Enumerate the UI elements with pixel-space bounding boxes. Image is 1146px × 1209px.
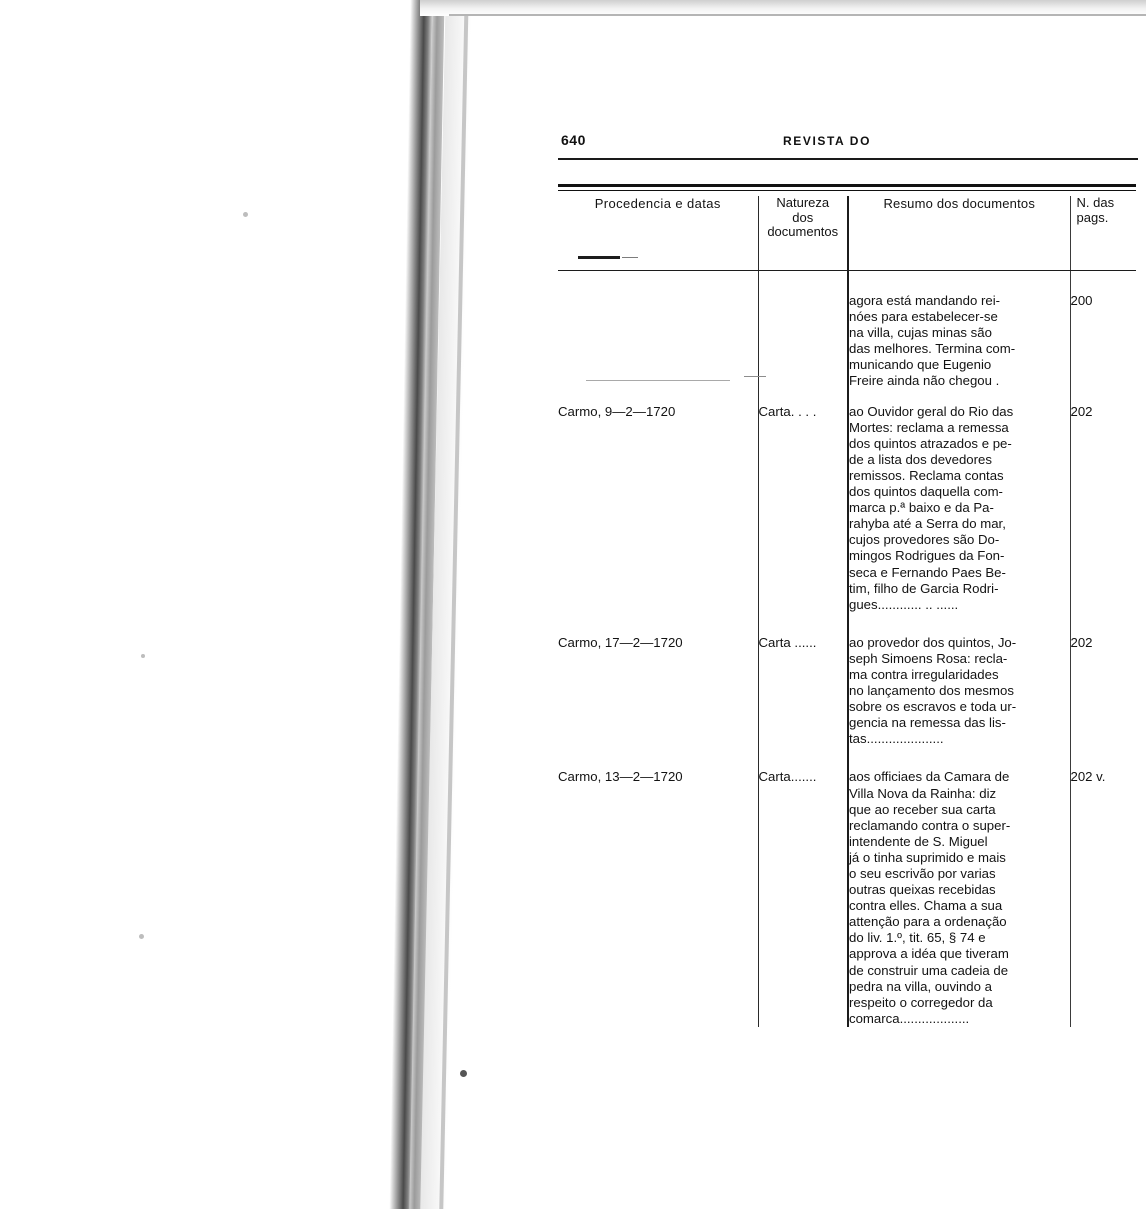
resumo-line: mingos Rodrigues da Fon- (849, 548, 1005, 564)
resumo-line: cujos provedores são Do- (849, 532, 1000, 548)
resumo-line: approva a idéa que tiveram (849, 946, 1009, 962)
cell-procedencia: Carmo, 17—2—1720 (558, 634, 683, 650)
cell-pags (1070, 293, 1136, 390)
table-top-rule-thick (558, 184, 1136, 187)
table-row (558, 404, 1136, 613)
page-folio-number: 640 (561, 132, 586, 148)
spacer-cell (558, 390, 758, 404)
resumo-line: seph Simoens Rosa: recla- (849, 650, 1008, 666)
running-head-rule (558, 158, 1138, 160)
header-pags (1070, 196, 1136, 270)
cell-procedencia: Carmo, 13—2—1720 (558, 769, 683, 785)
scan-speck (141, 654, 145, 658)
table-row (558, 769, 1136, 1027)
table-row (558, 635, 1136, 748)
header-natureza (758, 196, 848, 270)
table-top-rule-thin (558, 190, 1136, 191)
resumo-line: marca p.ª baixo e da Pa- (849, 500, 994, 516)
spacer-cell (758, 747, 848, 769)
table-spacer (558, 747, 1136, 769)
running-head-title: REVISTA DO (783, 134, 872, 148)
pags-value: 202 (1070, 403, 1093, 419)
resumo-line: gencia na remessa das lis- (849, 715, 1006, 731)
resumo-line: aos officiaes da Camara de (849, 769, 1010, 785)
resumo-line: tas..................... (849, 731, 944, 747)
resumo-line: agora está mandando rei- (849, 293, 1001, 308)
resumo-line: ao Ouvidor geral do Rio das (849, 403, 1014, 419)
table-faint-rule-secondary (744, 376, 766, 377)
spacer-cell (758, 613, 848, 635)
spacer-cell (558, 747, 758, 769)
cell-natureza: Carta. . . . (758, 404, 848, 613)
resumo-line: tim, filho de Garcia Rodri- (849, 580, 999, 596)
resumo-line: ao provedor dos quintos, Jo- (849, 634, 1017, 650)
scan-speck (460, 1070, 467, 1077)
resumo-line: Freire ainda não chegou . (849, 373, 1000, 389)
spacer-cell (848, 613, 1070, 635)
cell-pags (1070, 635, 1136, 748)
scan-speck (139, 934, 144, 939)
table-spacer (558, 271, 1136, 294)
resumo-line: o seu escrivão por varias (849, 866, 996, 881)
table-row (558, 293, 1136, 390)
resumo-line: de construir uma cadeia de (849, 962, 1009, 978)
table-spacer (558, 613, 1136, 635)
scan-speck (243, 212, 248, 217)
resumo-line: das melhores. Termina com- (849, 341, 1016, 357)
spacer-cell (558, 271, 758, 294)
resumo-line: intendente de S. Miguel (849, 833, 988, 849)
cell-natureza: Carta ...... (758, 635, 848, 748)
resumo-line: nóes para estabelecer-se (849, 309, 998, 325)
table-spacer (558, 390, 1136, 404)
cell-pags (1070, 769, 1136, 1027)
resumo-line: do liv. 1.º, tit. 65, § 74 e (849, 930, 986, 946)
resumo-line: respeito o corregedor da (849, 994, 993, 1010)
header-pags-line2: pags. (1076, 209, 1109, 225)
cell-resumo (848, 293, 1070, 390)
resumo-line: municando que Eugenio (849, 357, 992, 373)
document-index-table (558, 184, 1140, 1027)
cell-resumo (848, 635, 1070, 748)
resumo-line: Mortes: reclama a remessa (849, 419, 1009, 435)
resumo-line: já o tinha suprimido e mais (849, 849, 1006, 865)
spacer-cell (758, 271, 848, 294)
table-left-dash-mark (578, 256, 620, 259)
pags-value: 202 (1070, 634, 1093, 650)
cell-procedencia (558, 293, 758, 390)
scan-gutter-highlight (420, 0, 471, 1209)
scan-top-edge (420, 0, 1146, 16)
cell-resumo (848, 404, 1070, 613)
scan-gutter-midtone (409, 0, 444, 1209)
cell-resumo (848, 769, 1070, 1027)
scan-gutter-shadow (389, 0, 432, 1209)
resumo-line: que ao receber sua carta (849, 801, 996, 817)
resumo-line: gues............ .. ...... (849, 596, 959, 612)
resumo-line: rahyba até a Serra do mar, (849, 516, 1006, 532)
spacer-cell (1070, 390, 1136, 404)
resumo-line: contra elles. Chama a sua (849, 898, 1003, 914)
resumo-line: Villa Nova da Rainha: diz (849, 785, 997, 801)
spacer-cell (1070, 747, 1136, 769)
resumo-line: remissos. Reclama contas (849, 467, 1004, 483)
cell-natureza: Carta....... (758, 769, 848, 1027)
running-head (540, 128, 1140, 154)
table-left-dash-mark-faint (622, 257, 638, 258)
index-table (558, 196, 1136, 1027)
spacer-cell (758, 390, 848, 404)
resumo-line: no lançamento dos mesmos (849, 683, 1014, 699)
cell-natureza (758, 293, 848, 390)
resumo-line: ma contra irregularidades (849, 666, 999, 682)
scan-page-edge (439, 0, 468, 1209)
spacer-cell (848, 390, 1070, 404)
spacer-cell (848, 747, 1070, 769)
scanned-page (540, 128, 1140, 1026)
header-natureza-line1: Natureza (776, 195, 830, 210)
spacer-cell (1070, 613, 1136, 635)
resumo-line: dos quintos daquella com- (849, 484, 1003, 500)
scan-top-edge-line (449, 14, 1146, 16)
resumo-line: seca e Fernando Paes Be- (849, 564, 1006, 580)
resumo-line: de a lista dos devedores (849, 451, 992, 467)
header-natureza-line3: documentos (767, 224, 839, 240)
resumo-line: sobre os escravos e toda ur- (849, 699, 1017, 715)
header-pags-line1: N. das (1076, 195, 1115, 210)
header-resumo: Resumo dos documentos (848, 196, 1070, 270)
table-header-row (558, 196, 1136, 270)
resumo-line: reclamando contra o super- (849, 817, 1011, 833)
resumo-line: pedra na villa, ouvindo a (849, 978, 992, 994)
spacer-cell (558, 613, 758, 635)
resumo-line: outras queixas recebidas (849, 882, 996, 898)
resumo-line: na villa, cujas minas são (849, 325, 992, 341)
pags-value: 202 v. (1070, 769, 1106, 785)
cell-procedencia: Carmo, 9—2—1720 (558, 403, 676, 419)
pags-value: 200 (1070, 293, 1093, 308)
header-procedencia: Procedencia e datas (594, 196, 721, 211)
resumo-line: attenção para a ordenação (849, 914, 1007, 930)
cell-pags (1070, 404, 1136, 613)
spacer-cell (1070, 271, 1136, 294)
table-faint-rule (586, 380, 730, 381)
spacer-cell (848, 271, 1070, 294)
resumo-line: dos quintos atrazados e pe- (849, 435, 1012, 451)
header-natureza-line2: dos (792, 209, 814, 225)
resumo-line: comarca................... (849, 1010, 970, 1026)
